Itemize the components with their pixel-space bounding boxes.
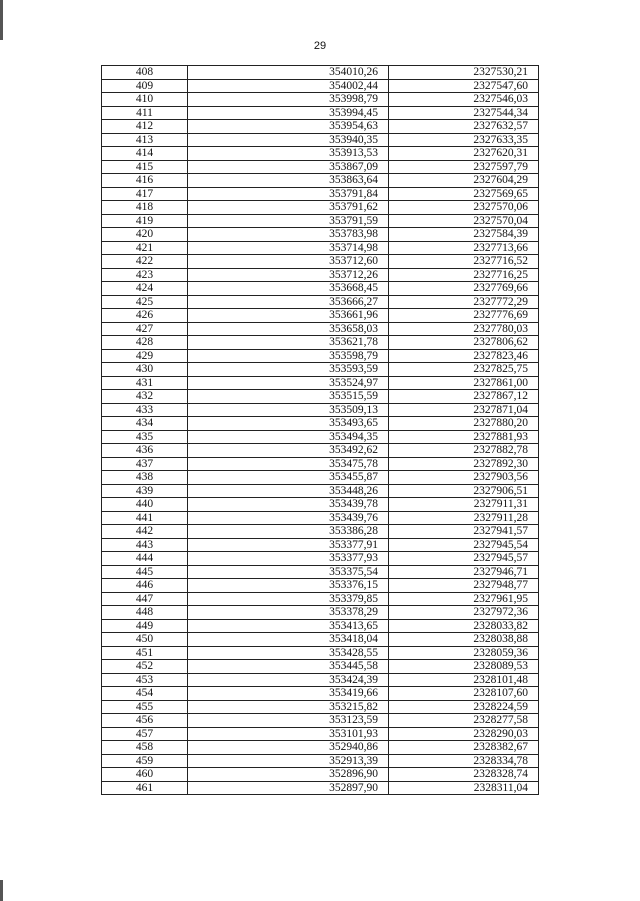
x-coordinate-cell: 353666,27 <box>188 295 389 309</box>
x-coordinate-cell: 353661,96 <box>188 309 389 323</box>
y-coordinate-cell: 2328101,48 <box>389 673 539 687</box>
table-row <box>102 160 539 174</box>
y-coordinate-cell: 2327871,04 <box>389 403 539 417</box>
table-row <box>102 727 539 741</box>
point-number-cell: 410 <box>102 93 188 107</box>
point-number-cell: 435 <box>102 430 188 444</box>
point-number-cell: 448 <box>102 606 188 620</box>
y-coordinate-cell: 2327716,25 <box>389 268 539 282</box>
table-row <box>102 538 539 552</box>
point-number-cell: 411 <box>102 106 188 120</box>
x-coordinate-cell: 353215,82 <box>188 700 389 714</box>
y-coordinate-cell: 2327584,39 <box>389 228 539 242</box>
point-number-cell: 430 <box>102 363 188 377</box>
y-coordinate-cell: 2328290,03 <box>389 727 539 741</box>
x-coordinate-cell: 353413,65 <box>188 619 389 633</box>
table-row <box>102 444 539 458</box>
x-coordinate-cell: 353791,59 <box>188 214 389 228</box>
point-number-cell: 459 <box>102 754 188 768</box>
x-coordinate-cell: 353913,53 <box>188 147 389 161</box>
x-coordinate-cell: 353867,09 <box>188 160 389 174</box>
table-row <box>102 214 539 228</box>
point-number-cell: 417 <box>102 187 188 201</box>
table-row <box>102 282 539 296</box>
table-row <box>102 295 539 309</box>
y-coordinate-cell: 2328382,67 <box>389 741 539 755</box>
table-row <box>102 457 539 471</box>
y-coordinate-cell: 2327713,66 <box>389 241 539 255</box>
y-coordinate-cell: 2328033,82 <box>389 619 539 633</box>
table-row <box>102 754 539 768</box>
x-coordinate-cell: 353494,35 <box>188 430 389 444</box>
x-coordinate-cell: 353101,93 <box>188 727 389 741</box>
point-number-cell: 458 <box>102 741 188 755</box>
y-coordinate-cell: 2328059,36 <box>389 646 539 660</box>
point-number-cell: 457 <box>102 727 188 741</box>
y-coordinate-cell: 2328038,88 <box>389 633 539 647</box>
x-coordinate-cell: 353445,58 <box>188 660 389 674</box>
table-row <box>102 147 539 161</box>
point-number-cell: 437 <box>102 457 188 471</box>
table-row <box>102 120 539 134</box>
scan-edge-mark-bottom <box>0 880 3 901</box>
point-number-cell: 418 <box>102 201 188 215</box>
x-coordinate-cell: 353712,60 <box>188 255 389 269</box>
table-row <box>102 268 539 282</box>
point-number-cell: 439 <box>102 484 188 498</box>
point-number-cell: 447 <box>102 592 188 606</box>
point-number-cell: 432 <box>102 390 188 404</box>
table-row <box>102 552 539 566</box>
scan-edge-mark-top <box>0 0 3 40</box>
table-row <box>102 484 539 498</box>
x-coordinate-cell: 353658,03 <box>188 322 389 336</box>
x-coordinate-cell: 353375,54 <box>188 565 389 579</box>
point-number-cell: 409 <box>102 79 188 93</box>
point-number-cell: 454 <box>102 687 188 701</box>
y-coordinate-cell: 2327716,52 <box>389 255 539 269</box>
table-row <box>102 241 539 255</box>
point-number-cell: 456 <box>102 714 188 728</box>
x-coordinate-cell: 353439,78 <box>188 498 389 512</box>
point-number-cell: 442 <box>102 525 188 539</box>
y-coordinate-cell: 2327547,60 <box>389 79 539 93</box>
y-coordinate-cell: 2327911,28 <box>389 511 539 525</box>
x-coordinate-cell: 353439,76 <box>188 511 389 525</box>
point-number-cell: 419 <box>102 214 188 228</box>
y-coordinate-cell: 2327597,79 <box>389 160 539 174</box>
point-number-cell: 443 <box>102 538 188 552</box>
table-row <box>102 579 539 593</box>
y-coordinate-cell: 2327882,78 <box>389 444 539 458</box>
y-coordinate-cell: 2327881,93 <box>389 430 539 444</box>
table-row <box>102 349 539 363</box>
coordinates-table <box>101 65 539 795</box>
point-number-cell: 446 <box>102 579 188 593</box>
x-coordinate-cell: 354002,44 <box>188 79 389 93</box>
table-row <box>102 133 539 147</box>
point-number-cell: 441 <box>102 511 188 525</box>
table-row <box>102 376 539 390</box>
point-number-cell: 429 <box>102 349 188 363</box>
table-row <box>102 93 539 107</box>
x-coordinate-cell: 353493,65 <box>188 417 389 431</box>
table-row <box>102 741 539 755</box>
y-coordinate-cell: 2328311,04 <box>389 781 539 795</box>
y-coordinate-cell: 2327769,66 <box>389 282 539 296</box>
x-coordinate-cell: 353668,45 <box>188 282 389 296</box>
y-coordinate-cell: 2328107,60 <box>389 687 539 701</box>
y-coordinate-cell: 2327972,36 <box>389 606 539 620</box>
x-coordinate-cell: 353994,45 <box>188 106 389 120</box>
x-coordinate-cell: 353376,15 <box>188 579 389 593</box>
point-number-cell: 423 <box>102 268 188 282</box>
point-number-cell: 427 <box>102 322 188 336</box>
table-row <box>102 606 539 620</box>
point-number-cell: 460 <box>102 768 188 782</box>
x-coordinate-cell: 353954,63 <box>188 120 389 134</box>
x-coordinate-cell: 353515,59 <box>188 390 389 404</box>
x-coordinate-cell: 353714,98 <box>188 241 389 255</box>
point-number-cell: 420 <box>102 228 188 242</box>
table-row <box>102 768 539 782</box>
table-row <box>102 430 539 444</box>
y-coordinate-cell: 2327776,69 <box>389 309 539 323</box>
page-number: 29 <box>313 40 327 52</box>
x-coordinate-cell: 353379,85 <box>188 592 389 606</box>
point-number-cell: 438 <box>102 471 188 485</box>
x-coordinate-cell: 353428,55 <box>188 646 389 660</box>
y-coordinate-cell: 2327961,95 <box>389 592 539 606</box>
table-row <box>102 228 539 242</box>
table-row <box>102 592 539 606</box>
table-row <box>102 565 539 579</box>
table-row <box>102 511 539 525</box>
point-number-cell: 415 <box>102 160 188 174</box>
y-coordinate-cell: 2327570,04 <box>389 214 539 228</box>
table-row <box>102 687 539 701</box>
y-coordinate-cell: 2327946,71 <box>389 565 539 579</box>
x-coordinate-cell: 353598,79 <box>188 349 389 363</box>
y-coordinate-cell: 2327620,31 <box>389 147 539 161</box>
y-coordinate-cell: 2328089,53 <box>389 660 539 674</box>
table-row <box>102 781 539 795</box>
point-number-cell: 426 <box>102 309 188 323</box>
table-row <box>102 498 539 512</box>
y-coordinate-cell: 2327772,29 <box>389 295 539 309</box>
point-number-cell: 461 <box>102 781 188 795</box>
table-row <box>102 525 539 539</box>
table-row <box>102 633 539 647</box>
point-number-cell: 422 <box>102 255 188 269</box>
x-coordinate-cell: 353455,87 <box>188 471 389 485</box>
y-coordinate-cell: 2327569,65 <box>389 187 539 201</box>
x-coordinate-cell: 353791,62 <box>188 201 389 215</box>
point-number-cell: 414 <box>102 147 188 161</box>
x-coordinate-cell: 353418,04 <box>188 633 389 647</box>
point-number-cell: 440 <box>102 498 188 512</box>
x-coordinate-cell: 353621,78 <box>188 336 389 350</box>
x-coordinate-cell: 353509,13 <box>188 403 389 417</box>
table-row <box>102 79 539 93</box>
x-coordinate-cell: 353448,26 <box>188 484 389 498</box>
x-coordinate-cell: 353492,62 <box>188 444 389 458</box>
y-coordinate-cell: 2327780,03 <box>389 322 539 336</box>
y-coordinate-cell: 2327861,00 <box>389 376 539 390</box>
point-number-cell: 412 <box>102 120 188 134</box>
x-coordinate-cell: 353791,84 <box>188 187 389 201</box>
table-row <box>102 187 539 201</box>
point-number-cell: 431 <box>102 376 188 390</box>
point-number-cell: 424 <box>102 282 188 296</box>
point-number-cell: 434 <box>102 417 188 431</box>
x-coordinate-cell: 353378,29 <box>188 606 389 620</box>
y-coordinate-cell: 2327903,56 <box>389 471 539 485</box>
table-row <box>102 322 539 336</box>
x-coordinate-cell: 354010,26 <box>188 66 389 80</box>
y-coordinate-cell: 2327570,06 <box>389 201 539 215</box>
table-row <box>102 255 539 269</box>
x-coordinate-cell: 353123,59 <box>188 714 389 728</box>
x-coordinate-cell: 352913,39 <box>188 754 389 768</box>
x-coordinate-cell: 353524,97 <box>188 376 389 390</box>
y-coordinate-cell: 2327880,20 <box>389 417 539 431</box>
point-number-cell: 421 <box>102 241 188 255</box>
point-number-cell: 436 <box>102 444 188 458</box>
y-coordinate-cell: 2327825,75 <box>389 363 539 377</box>
x-coordinate-cell: 353863,64 <box>188 174 389 188</box>
table-row <box>102 700 539 714</box>
point-number-cell: 413 <box>102 133 188 147</box>
y-coordinate-cell: 2327530,21 <box>389 66 539 80</box>
y-coordinate-cell: 2328277,58 <box>389 714 539 728</box>
table-row <box>102 336 539 350</box>
y-coordinate-cell: 2327604,29 <box>389 174 539 188</box>
table-row <box>102 646 539 660</box>
point-number-cell: 453 <box>102 673 188 687</box>
point-number-cell: 408 <box>102 66 188 80</box>
point-number-cell: 452 <box>102 660 188 674</box>
y-coordinate-cell: 2327906,51 <box>389 484 539 498</box>
y-coordinate-cell: 2327892,30 <box>389 457 539 471</box>
x-coordinate-cell: 352897,90 <box>188 781 389 795</box>
y-coordinate-cell: 2327945,54 <box>389 538 539 552</box>
y-coordinate-cell: 2328224,59 <box>389 700 539 714</box>
x-coordinate-cell: 353998,79 <box>188 93 389 107</box>
point-number-cell: 425 <box>102 295 188 309</box>
y-coordinate-cell: 2327806,62 <box>389 336 539 350</box>
point-number-cell: 444 <box>102 552 188 566</box>
y-coordinate-cell: 2327948,77 <box>389 579 539 593</box>
coordinates-table-body <box>102 66 539 795</box>
table-row <box>102 471 539 485</box>
table-row <box>102 201 539 215</box>
y-coordinate-cell: 2327945,57 <box>389 552 539 566</box>
table-row <box>102 66 539 80</box>
y-coordinate-cell: 2327823,46 <box>389 349 539 363</box>
table-row <box>102 106 539 120</box>
table-row <box>102 403 539 417</box>
point-number-cell: 451 <box>102 646 188 660</box>
y-coordinate-cell: 2327867,12 <box>389 390 539 404</box>
y-coordinate-cell: 2328328,74 <box>389 768 539 782</box>
table-row <box>102 660 539 674</box>
point-number-cell: 433 <box>102 403 188 417</box>
point-number-cell: 416 <box>102 174 188 188</box>
x-coordinate-cell: 353940,35 <box>188 133 389 147</box>
x-coordinate-cell: 352940,86 <box>188 741 389 755</box>
y-coordinate-cell: 2327544,34 <box>389 106 539 120</box>
y-coordinate-cell: 2327633,35 <box>389 133 539 147</box>
point-number-cell: 455 <box>102 700 188 714</box>
x-coordinate-cell: 353475,78 <box>188 457 389 471</box>
y-coordinate-cell: 2327941,57 <box>389 525 539 539</box>
x-coordinate-cell: 353377,93 <box>188 552 389 566</box>
x-coordinate-cell: 353712,26 <box>188 268 389 282</box>
x-coordinate-cell: 353424,39 <box>188 673 389 687</box>
y-coordinate-cell: 2328334,78 <box>389 754 539 768</box>
point-number-cell: 450 <box>102 633 188 647</box>
table-row <box>102 363 539 377</box>
x-coordinate-cell: 353593,59 <box>188 363 389 377</box>
table-row <box>102 714 539 728</box>
table-row <box>102 417 539 431</box>
point-number-cell: 449 <box>102 619 188 633</box>
table-row <box>102 309 539 323</box>
y-coordinate-cell: 2327632,57 <box>389 120 539 134</box>
point-number-cell: 428 <box>102 336 188 350</box>
table-row <box>102 174 539 188</box>
point-number-cell: 445 <box>102 565 188 579</box>
y-coordinate-cell: 2327546,03 <box>389 93 539 107</box>
table-row <box>102 619 539 633</box>
y-coordinate-cell: 2327911,31 <box>389 498 539 512</box>
x-coordinate-cell: 353783,98 <box>188 228 389 242</box>
x-coordinate-cell: 353419,66 <box>188 687 389 701</box>
table-row <box>102 390 539 404</box>
x-coordinate-cell: 353377,91 <box>188 538 389 552</box>
x-coordinate-cell: 353386,28 <box>188 525 389 539</box>
x-coordinate-cell: 352896,90 <box>188 768 389 782</box>
table-row <box>102 673 539 687</box>
